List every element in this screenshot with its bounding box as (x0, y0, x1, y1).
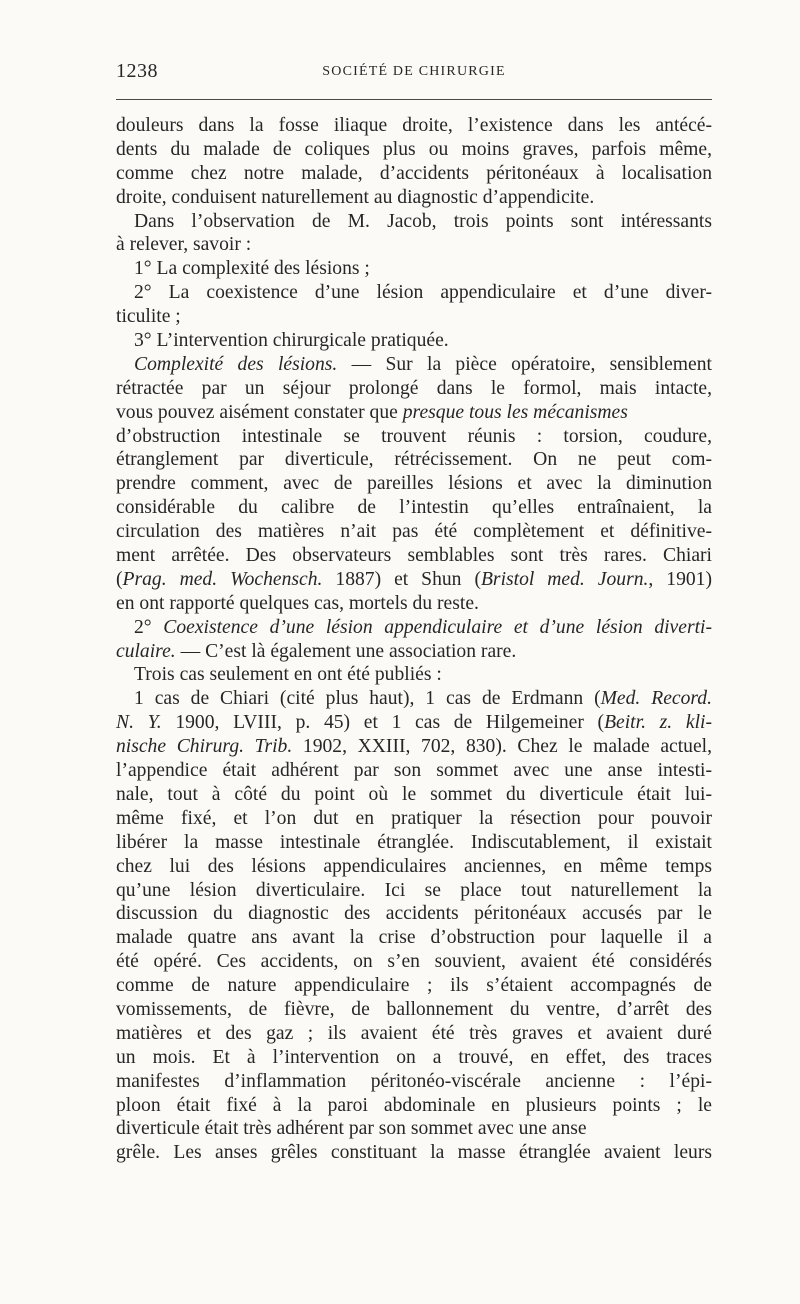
line-text: vomissements, de fièvre, de ballonnement du ventre, d’arrêt des (116, 998, 712, 1020)
text-line (116, 663, 712, 687)
line-text: douleurs dans la fosse iliaque droite, l’existence dans les antécé- (116, 115, 712, 136)
text-line (116, 998, 712, 1022)
line-text: un mois. Et à l’intervention on a trouvé, en effet, des traces (116, 1046, 712, 1068)
italic-text: presque tous les mécanismes (402, 401, 628, 423)
text-line (116, 1070, 712, 1094)
page-header (116, 60, 712, 86)
line-text: Trois cas seulement en ont été publiés : (134, 664, 442, 686)
line-text: , 1901) (648, 568, 713, 590)
line-text: chez lui des lésions appendiculaires anciennes, en même temps (116, 855, 712, 877)
running-head: SOCIÉTÉ DE CHIRURGIE (322, 64, 506, 79)
line-text: manifestes d’inflammation péritonéo-viscérale ancienne : l’épi- (116, 1070, 712, 1092)
line-text: — C’est là également une association rare. (175, 640, 517, 662)
line-text: comme de nature appendiculaire ; ils s’étaient accompagnés de (116, 975, 712, 997)
line-text: 2° La coexistence d’une lésion appendiculaire et d’une diver- (134, 282, 712, 304)
italic-text: Complexité des lésions. (134, 353, 338, 375)
text-line (116, 210, 712, 234)
text-line (116, 233, 712, 257)
text-line (116, 759, 712, 783)
italic-text: Prag. med. Wochensch. (122, 568, 323, 590)
line-text: diverticule était très adhérent par son sommet avec une anse (116, 1118, 587, 1140)
text-line (116, 1094, 712, 1118)
italic-text: N. Y. (116, 712, 162, 734)
italic-text: Coexistence d’une lésion appendiculaire et d’une lésion diverti- (163, 616, 712, 638)
line-text: qu’une lésion diverticulaire. Ici se place tout naturellement la (116, 879, 712, 901)
body-text (116, 114, 712, 1165)
text-line (116, 926, 712, 950)
text-line (116, 855, 712, 879)
line-text: 2° (134, 616, 164, 638)
text-line (116, 640, 712, 664)
line-text: ment arrêtée. Des observateurs semblables sont très rares. Chiari (116, 545, 712, 567)
line-text: nale, tout à côté du point où le sommet du diverticule était lui- (116, 783, 712, 805)
text-line (116, 735, 712, 759)
text-line (116, 305, 712, 329)
text-line (116, 401, 712, 425)
line-text: 1° La complexité des lésions ; (134, 258, 370, 280)
text-line (116, 807, 712, 831)
line-text: d’obstruction intestinale se trouvent réunis : torsion, coudure, (116, 425, 712, 447)
line-text: rétractée par un séjour prolongé dans le formol, mais intacte, (116, 377, 712, 399)
text-line (116, 687, 712, 711)
line-text: 3° L’intervention chirurgicale pratiquée. (134, 330, 449, 352)
text-line (116, 138, 712, 162)
italic-text: culaire. (116, 640, 176, 662)
line-text: 1902, XXIII, 702, 830). Chez le malade actuel, (292, 736, 712, 758)
line-text: libérer la masse intestinale étranglée. Indiscutablement, il existait (116, 831, 712, 853)
text-line (116, 879, 712, 903)
line-text: 1 cas de Chiari (cité plus haut), 1 cas de Erdmann ( (134, 688, 601, 710)
text-line (116, 377, 712, 401)
line-text: dents du malade de coliques plus ou moins graves, parfois même, (116, 138, 712, 160)
text-line (116, 592, 712, 616)
text-line (116, 186, 712, 210)
page-number: 1238 (116, 60, 158, 82)
text-line (116, 114, 712, 138)
italic-text: Bristol med. Journ. (480, 568, 649, 590)
italic-text: Beitr. z. kli- (604, 712, 712, 734)
text-line (116, 902, 712, 926)
text-line (116, 425, 712, 449)
line-text: ticulite ; (116, 306, 181, 328)
line-text: étranglement par diverticule, rétrécissement. On ne peut com- (116, 449, 712, 471)
text-line (116, 257, 712, 281)
text-line (116, 520, 712, 544)
text-line (116, 544, 712, 568)
line-text: ploon était fixé à la paroi abdominale en plusieurs points ; le (116, 1094, 712, 1116)
text-line (116, 950, 712, 974)
line-text: prendre comment, avec de pareilles lésions et avec la diminution (116, 473, 712, 495)
text-line (116, 472, 712, 496)
text-line (116, 1046, 712, 1070)
line-text: — Sur la pièce opératoire, sensiblement (337, 353, 712, 375)
italic-text: nische Chirurg. Trib. (116, 736, 293, 758)
text-line (116, 162, 712, 186)
line-text: Dans l’observation de M. Jacob, trois points sont intéressants (134, 210, 712, 232)
line-text: 1887) et Shun ( (322, 568, 481, 590)
line-text: l’appendice était adhérent par son sommet avec une anse intesti- (116, 760, 712, 782)
line-text: malade quatre ans avant la crise d’obstruction pour laquelle il a (116, 927, 712, 949)
header-rule (116, 99, 712, 100)
text-line (116, 1141, 712, 1165)
italic-text: Med. Record. (600, 688, 712, 710)
line-text: ( (116, 568, 123, 590)
text-line (116, 831, 712, 855)
line-text: comme chez notre malade, d’accidents péritonéaux à localisation (116, 162, 712, 184)
line-text: même fixé, et l’on dut en pratiquer la résection pour pouvoir (116, 807, 712, 829)
line-text: discussion du diagnostic des accidents péritonéaux accusés par le (116, 903, 712, 925)
text-line (116, 1117, 712, 1141)
text-line (116, 783, 712, 807)
line-text: considérable du calibre de l’intestin qu’elles entraînaient, la (116, 497, 712, 519)
line-text: en ont rapporté quelques cas, mortels du reste. (116, 592, 479, 614)
text-line (116, 353, 712, 377)
text-line (116, 974, 712, 998)
text-line (116, 616, 712, 640)
line-text: à relever, savoir : (116, 234, 252, 256)
line-text: droite, conduisent naturellement au diagnostic d’appendicite. (116, 186, 595, 208)
line-text: été opéré. Ces accidents, on s’en souvient, avaient été considérés (116, 951, 712, 973)
text-line (116, 1022, 712, 1046)
line-text: 1900, LVIII, p. 45) et 1 cas de Hilgemeiner ( (161, 712, 605, 734)
line-text: grêle. Les anses grêles constituant la masse étranglée avaient leurs (116, 1142, 712, 1164)
text-line (116, 711, 712, 735)
line-text: vous pouvez aisément constater que (116, 401, 403, 423)
text-line (116, 281, 712, 305)
line-text: circulation des matières n’ait pas été complètement et définitive- (116, 521, 712, 543)
text-line (116, 448, 712, 472)
text-line (116, 496, 712, 520)
text-line (116, 329, 712, 353)
text-line (116, 568, 712, 592)
line-text: matières et des gaz ; ils avaient été très graves et avaient duré (116, 1022, 712, 1044)
